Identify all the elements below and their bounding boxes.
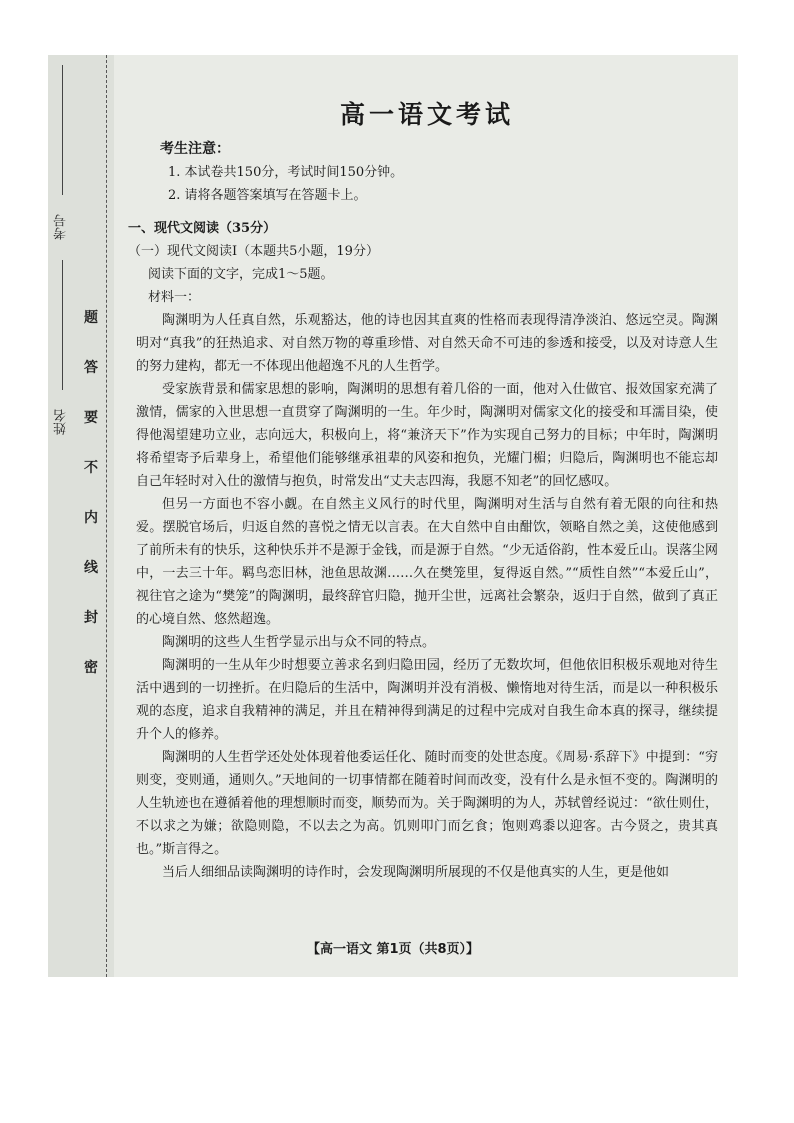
passage-paragraph: 陶渊明的这些人生哲学显示出与众不同的特点。 — [162, 635, 436, 650]
passage-paragraph: 陶渊明为人任真自然，乐观豁达，他的诗也因其直爽的性格而表现得清净淡泊、悠远空灵。陶渊明对“真我”的狂热追求、对自然万物的尊重珍惜、对自然天命不可违的参透和接受，以及对诗意人生的努力建构，都无一不体现出他超逸不凡的人生哲学。 — [136, 313, 718, 374]
passage-paragraph: 陶渊明的人生哲学还处处体现着他委运任化、随时而变的处世态度。《周易·系辞下》中提到：“穷则变，变则通，通则久。”天地间的一切事情都在随着时间而改变，没有什么是永恒不变的。陶渊明的人生轨迹也在遵循着他的理想顺时而变，顺势而为。关于陶渊明的为人，苏轼曾经说过：“欲仕则仕，不以求之为嫌；欲隐则隐，不以去之为高。饥则叩门而乞食；饱则鸡黍以迎客。古今贤之，贵其真也。”斯言得之。 — [136, 750, 718, 857]
exam-number-line — [62, 65, 63, 195]
warning-char: 密 — [84, 660, 98, 676]
warning-char: 内 — [84, 510, 98, 526]
passage-paragraph: 当后人细细品读陶渊明的诗作时，会发现陶渊明所展现的不仅是他真实的人生，更是他如 — [162, 865, 670, 880]
passage-paragraph: 但另一方面也不容小觑。在自然主义风行的时代里，陶渊明对生活与自然有着无限的向往和热爱。摆脱官场后，归返自然的喜悦之情无以言表。在大自然中自由酣饮，领略自然之美，这使他感到了前所未有的快乐，这种快乐并不是源于金钱，而是源于自然。“少无适俗韵，性本爱丘山。误落尘网中，一去三十年。羁鸟恋旧林，池鱼思故渊……久在樊笼里，复得返自然。”“质性自然”“本爱丘山”，视往官之途为“樊笼”的陶渊明，最终辞官归隐，抛开尘世，远离社会繁杂，返归于自然，做到了真正的心境自然、悠然超逸。 — [136, 497, 718, 627]
notice-heading: 考生注意： — [160, 141, 230, 157]
name-line — [62, 260, 63, 390]
seal-line — [106, 55, 107, 977]
page-footer: 【高一语文 第1页（共8页）】 — [306, 942, 480, 957]
warning-char: 封 — [84, 610, 98, 626]
exam-page — [48, 55, 738, 977]
warning-char: 不 — [84, 460, 98, 476]
notice-item: 1. 本试卷共150分，考试时间150分钟。 — [168, 165, 404, 180]
subsection-heading: （一）现代文阅读Ⅰ（本题共5小题，19分） — [128, 244, 379, 259]
exam-number-label: 考号 — [54, 214, 69, 240]
name-label: 姓名 — [54, 409, 69, 435]
warning-char: 题 — [84, 310, 98, 326]
warning-char: 线 — [84, 560, 98, 576]
page-content — [128, 95, 718, 884]
reading-instruction: 阅读下面的文字，完成1～5题。 — [148, 267, 334, 282]
warning-char: 要 — [84, 410, 98, 426]
section-heading: 一、现代文阅读（35分） — [128, 221, 277, 236]
passage-paragraph: 陶渊明的一生从年少时想要立善求名到归隐田园，经历了无数坎坷，但他依旧积极乐观地对待生活中遇到的一切挫折。在归隐后的生活中，陶渊明并没有消极、懒惰地对待生活，而是以一种积极乐观的态度，追求自我精神的满足，并且在精神得到满足的过程中完成对自我生命本真的探寻，继续提升个人的修养。 — [136, 658, 718, 742]
material-label: 材料一： — [148, 290, 201, 305]
binding-margin — [48, 55, 114, 977]
warning-char: 答 — [84, 360, 98, 376]
passage-paragraph: 受家族背景和儒家思想的影响，陶渊明的思想有着几俗的一面，他对入仕做官、报效国家充满了激情，儒家的入世思想一直贯穿了陶渊明的一生。年少时，陶渊明对儒家文化的接受和耳濡目染，使得他渴望建功立业，志向远大，积极向上，将“兼济天下”作为实现自己努力的目标；中年时，陶渊明将希望寄予后辈身上，希望他们能够继承祖辈的风姿和抱负，光耀门楣；归隐后，陶渊明也不能忘却自己年轻时对入仕的激情与抱负，时常发出“丈夫志四海，我愿不知老”的回忆感叹。 — [136, 382, 718, 489]
notice-item: 2. 请将各题答案填写在答题卡上。 — [168, 188, 367, 203]
page-title: 高一语文考试 — [339, 100, 514, 129]
